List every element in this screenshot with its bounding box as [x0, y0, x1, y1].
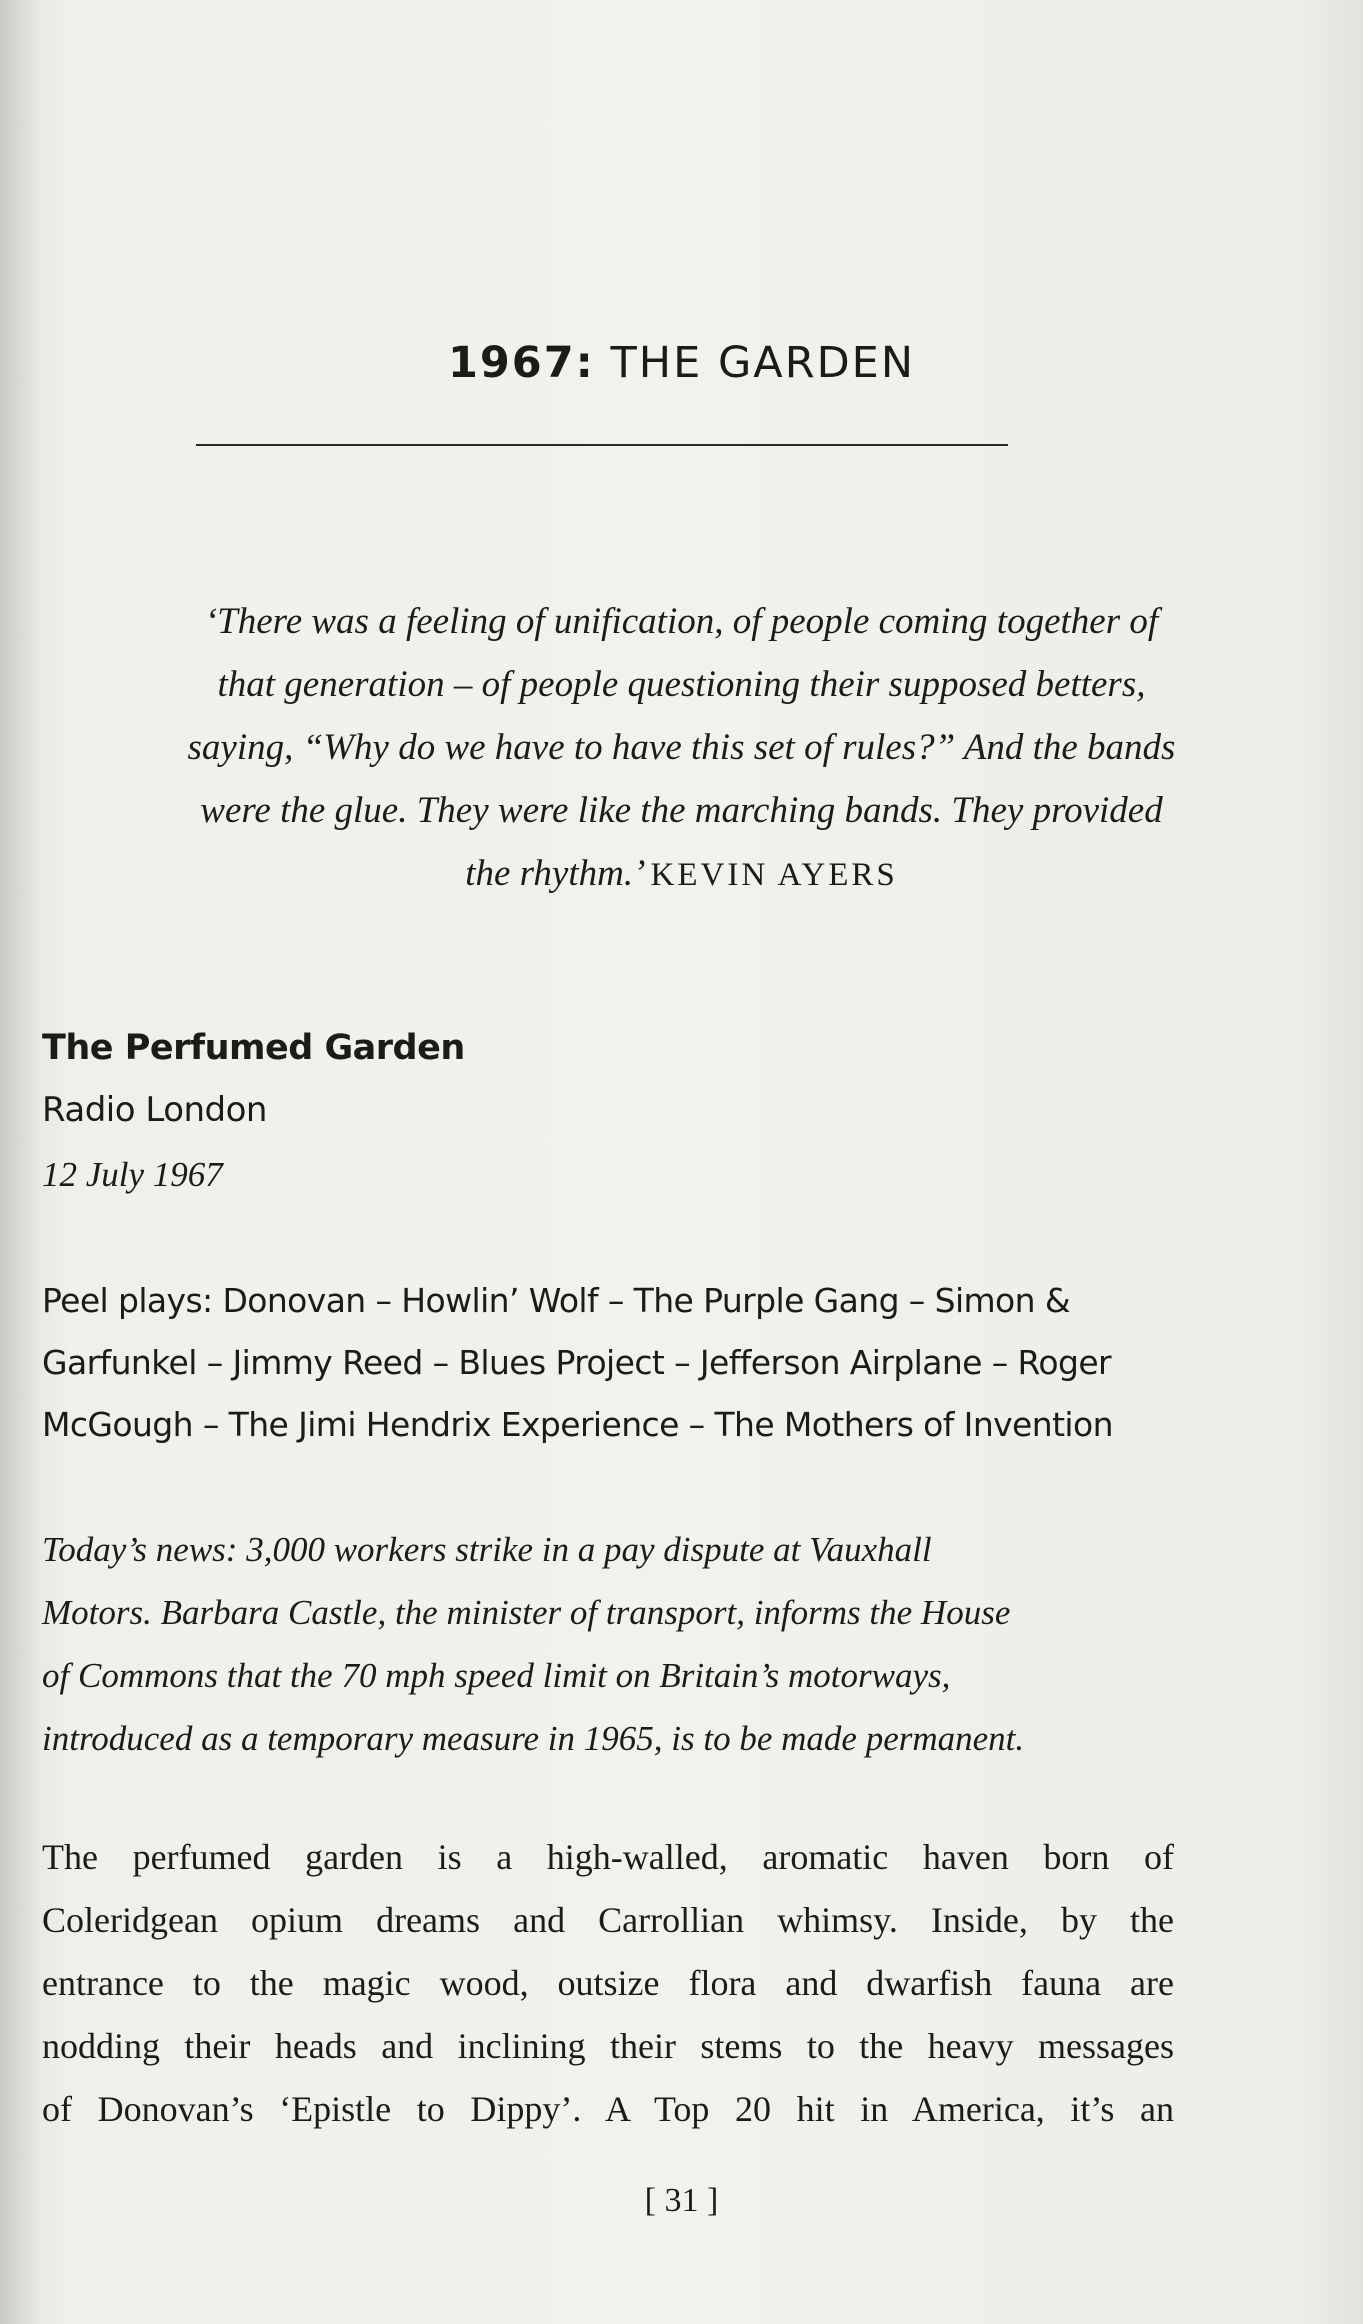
news-line: introduced as a temporary measure in 1965, is to be made permanent.: [42, 1719, 1025, 1758]
body-line: The perfumed garden is a high-walled, aromatic haven born of: [42, 1837, 1174, 1877]
chapter-name: THE GARDEN: [610, 338, 916, 388]
playlist-line: McGough – The Jimi Hendrix Experience – The Mothers of Invention: [42, 1405, 1113, 1444]
title-rule: [196, 444, 1008, 446]
chapter-year: 1967:: [447, 338, 595, 388]
body-line: of Donovan’s ‘Epistle to Dippy’. A Top 20 hit in America, it’s an: [42, 2089, 1174, 2129]
body-line: Coleridgean opium dreams and Carrollian whimsy. Inside, by the: [42, 1900, 1174, 1940]
epigraph-line: were the glue. They were like the marching bands. They provided: [200, 790, 1163, 831]
body-line: entrance to the magic wood, outsize flora and dwarfish fauna are: [42, 1963, 1174, 2003]
news-paragraph: [42, 1518, 1172, 1770]
show-title: The Perfumed Garden: [42, 1028, 465, 1068]
show-station: Radio London: [42, 1090, 267, 1130]
epigraph-line: ‘There was a feeling of unification, of people coming together of: [204, 601, 1159, 642]
body-line: nodding their heads and inclining their stems to the heavy messages: [42, 2026, 1174, 2066]
playlist-line: Peel plays: Donovan – Howlin’ Wolf – The Purple Gang – Simon &: [42, 1281, 1070, 1320]
news-line: Motors. Barbara Castle, the minister of transport, informs the House: [42, 1593, 1011, 1632]
epigraph-line: that generation – of people questioning their supposed betters,: [217, 664, 1146, 705]
news-line: of Commons that the 70 mph speed limit on Britain’s motorways,: [42, 1656, 951, 1695]
show-date: 12 July 1967: [42, 1155, 223, 1194]
body-paragraph: [42, 1826, 1174, 2141]
epigraph-line: saying, “Why do we have to have this set of rules?” And the bands: [187, 727, 1176, 768]
epigraph-line: the rhythm.’: [465, 853, 642, 894]
epigraph-attribution: KEVIN AYERS: [650, 857, 898, 893]
news-line: Today’s news: 3,000 workers strike in a pay dispute at Vauxhall: [42, 1530, 932, 1569]
epigraph: [70, 590, 1293, 907]
playlist-line: Garfunkel – Jimmy Reed – Blues Project – Jefferson Airplane – Roger: [42, 1343, 1112, 1382]
chapter-title: [0, 338, 1363, 388]
page-number: [ 31 ]: [644, 2182, 719, 2219]
playlist: [42, 1270, 1177, 1456]
epigraph-last-line: [70, 842, 1293, 907]
